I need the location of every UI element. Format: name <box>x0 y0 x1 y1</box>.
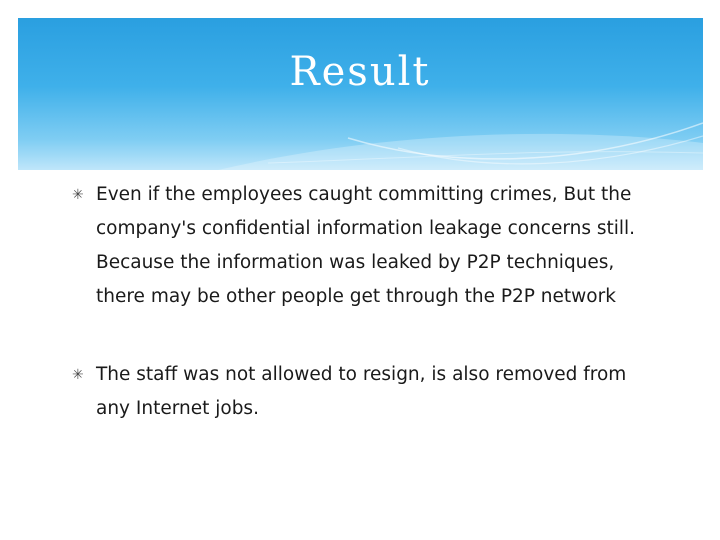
asterisk-icon: ✳ <box>72 367 84 383</box>
slide-title: Result <box>289 49 431 95</box>
bullet-text-2: The staff was not allowed to resign, is also removed from any Internet jobs. <box>96 364 627 419</box>
bullet-item-1 <box>72 178 662 314</box>
bullet-list <box>72 178 662 426</box>
asterisk-icon: ✳ <box>72 187 84 203</box>
bullet-item-2 <box>72 358 662 426</box>
bullet-text-1: Even if the employees caught committing crimes, But the company's confidential information leakage concerns still. Because the information was leaked by P2P techniques, there may be other people get through the P2P network <box>96 184 636 307</box>
